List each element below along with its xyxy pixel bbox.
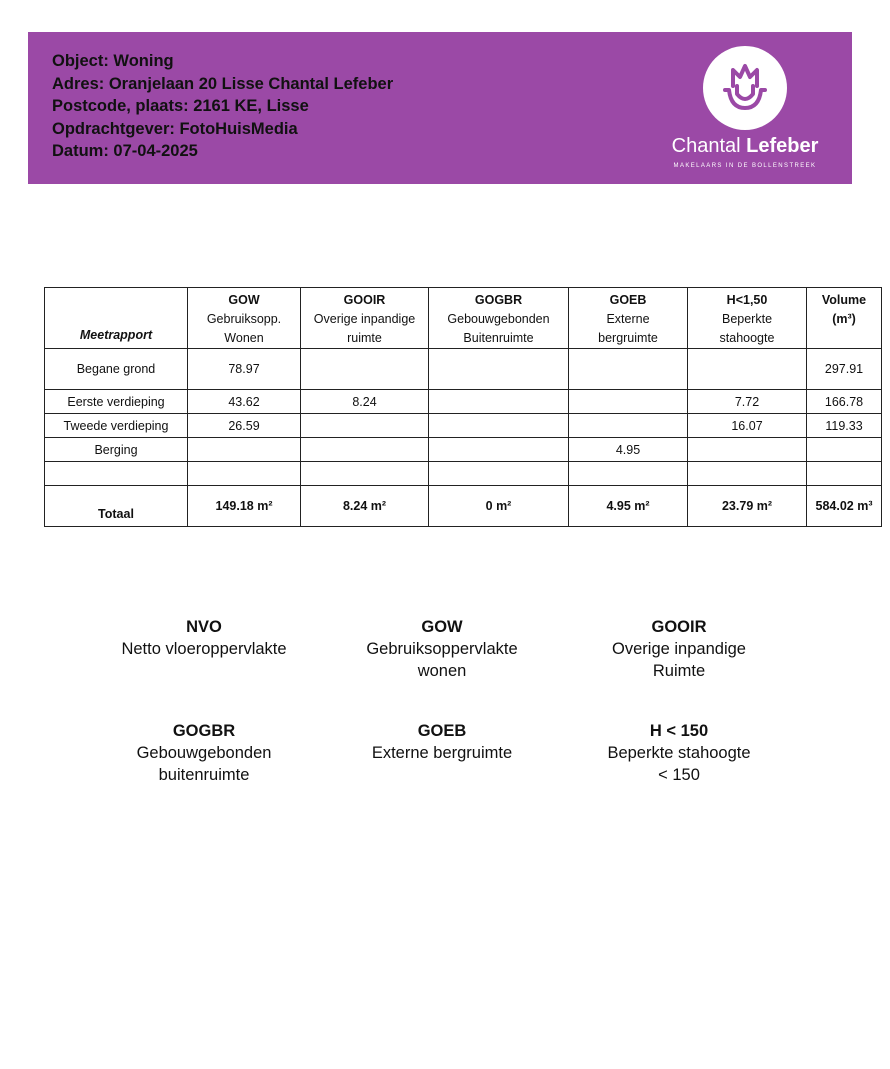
table-cell bbox=[188, 462, 301, 486]
legend-term: GOGBR bbox=[172, 722, 236, 740]
table-cell bbox=[807, 438, 882, 462]
column-header: GOGBR Gebouwgebonden Buitenruimte bbox=[429, 288, 569, 349]
address-line: Adres: Oranjelaan 20 Lisse Chantal Lefeber bbox=[52, 74, 394, 93]
legend-term: H < 150 bbox=[649, 722, 709, 740]
legend-term: GOOIR bbox=[651, 618, 707, 636]
legend-item bbox=[84, 616, 324, 660]
column-header: GOEB Externe bergruimte bbox=[569, 288, 688, 349]
legend-item bbox=[559, 616, 799, 682]
table-row bbox=[45, 438, 882, 462]
property-info bbox=[52, 50, 393, 163]
tulip-logo-icon bbox=[703, 46, 787, 130]
table-cell: 166.78 bbox=[807, 390, 882, 414]
table-cell bbox=[569, 349, 688, 390]
total-row bbox=[45, 486, 882, 527]
legend-item bbox=[322, 616, 562, 682]
legend-item bbox=[84, 720, 324, 786]
table-cell bbox=[429, 462, 569, 486]
measurement-table bbox=[44, 287, 882, 527]
logo-tagline: MAKELAARS IN DE BOLLENSTREEK bbox=[673, 163, 817, 169]
table-cell: 4.95 bbox=[569, 438, 688, 462]
table-cell bbox=[429, 438, 569, 462]
column-header: GOW Gebruiksopp. Wonen bbox=[188, 288, 301, 349]
logo-name-bold: Lefeber bbox=[746, 135, 819, 157]
table-header-row bbox=[45, 288, 882, 349]
table-cell: 16.07 bbox=[688, 414, 807, 438]
total-cell: 8.24 m² bbox=[301, 486, 429, 527]
legend-description: Ruimte bbox=[652, 662, 706, 680]
table-cell bbox=[429, 414, 569, 438]
total-cell: 4.95 m² bbox=[569, 486, 688, 527]
table-cell bbox=[429, 349, 569, 390]
table-cell bbox=[429, 390, 569, 414]
total-cell: 23.79 m² bbox=[688, 486, 807, 527]
row-label: Tweede verdieping bbox=[45, 414, 188, 438]
row-label: Berging bbox=[45, 438, 188, 462]
legend-description: Overige inpandige bbox=[612, 640, 746, 658]
total-cell: 149.18 m² bbox=[188, 486, 301, 527]
table-cell bbox=[807, 462, 882, 486]
client-line: Opdrachtgever: FotoHuisMedia bbox=[52, 119, 298, 138]
table-cell bbox=[301, 349, 429, 390]
table-cell bbox=[188, 438, 301, 462]
legend-description: Externe bergruimte bbox=[371, 744, 513, 762]
total-cell: 0 m² bbox=[429, 486, 569, 527]
legend-description: Netto vloeroppervlakte bbox=[121, 640, 287, 658]
legend-description: buitenruimte bbox=[158, 766, 250, 784]
legend-item bbox=[322, 720, 562, 764]
table-row bbox=[45, 462, 882, 486]
corner-label: Meetrapport bbox=[45, 288, 188, 349]
row-label: Eerste verdieping bbox=[45, 390, 188, 414]
legend-term: GOEB bbox=[417, 722, 467, 740]
column-header: H<1,50 Beperkte stahoogte bbox=[688, 288, 807, 349]
table-cell: 297.91 bbox=[807, 349, 882, 390]
legend-description: wonen bbox=[417, 662, 467, 680]
date-line: Datum: 07-04-2025 bbox=[52, 142, 198, 160]
legend-term: GOW bbox=[421, 618, 463, 636]
legend-description: Gebruiksoppervlakte bbox=[366, 640, 518, 658]
legend-term: NVO bbox=[186, 618, 222, 636]
legend-item bbox=[559, 720, 799, 786]
table-cell: 26.59 bbox=[188, 414, 301, 438]
table-cell bbox=[688, 438, 807, 462]
table-cell bbox=[688, 462, 807, 486]
table-cell: 43.62 bbox=[188, 390, 301, 414]
table-cell: 78.97 bbox=[188, 349, 301, 390]
logo-name-light: Chantal bbox=[671, 135, 741, 157]
table-cell bbox=[688, 349, 807, 390]
column-header: GOOIR Overige inpandige ruimte bbox=[301, 288, 429, 349]
table-cell: 119.33 bbox=[807, 414, 882, 438]
legend-description: Beperkte stahoogte bbox=[607, 744, 751, 762]
column-header: Volume (m³) bbox=[807, 288, 882, 349]
table-row bbox=[45, 349, 882, 390]
table-cell: 8.24 bbox=[301, 390, 429, 414]
postcode-line: Postcode, plaats: 2161 KE, Lisse bbox=[52, 97, 309, 115]
table-cell bbox=[569, 414, 688, 438]
total-label: Totaal bbox=[45, 486, 188, 527]
total-cell: 584.02 m³ bbox=[807, 486, 882, 527]
legend-description: < 150 bbox=[658, 766, 700, 784]
table-cell bbox=[569, 390, 688, 414]
logo-wordmark bbox=[658, 135, 832, 158]
legend-description: Gebouwgebonden bbox=[136, 744, 272, 762]
table-cell bbox=[301, 462, 429, 486]
table-cell bbox=[301, 438, 429, 462]
header-banner bbox=[28, 32, 852, 184]
row-label bbox=[45, 462, 188, 486]
table-cell bbox=[569, 462, 688, 486]
table-row bbox=[45, 390, 882, 414]
table-row bbox=[45, 414, 882, 438]
table-cell: 7.72 bbox=[688, 390, 807, 414]
object-line: Object: Woning bbox=[52, 52, 174, 70]
row-label: Begane grond bbox=[45, 349, 188, 390]
table-cell bbox=[301, 414, 429, 438]
